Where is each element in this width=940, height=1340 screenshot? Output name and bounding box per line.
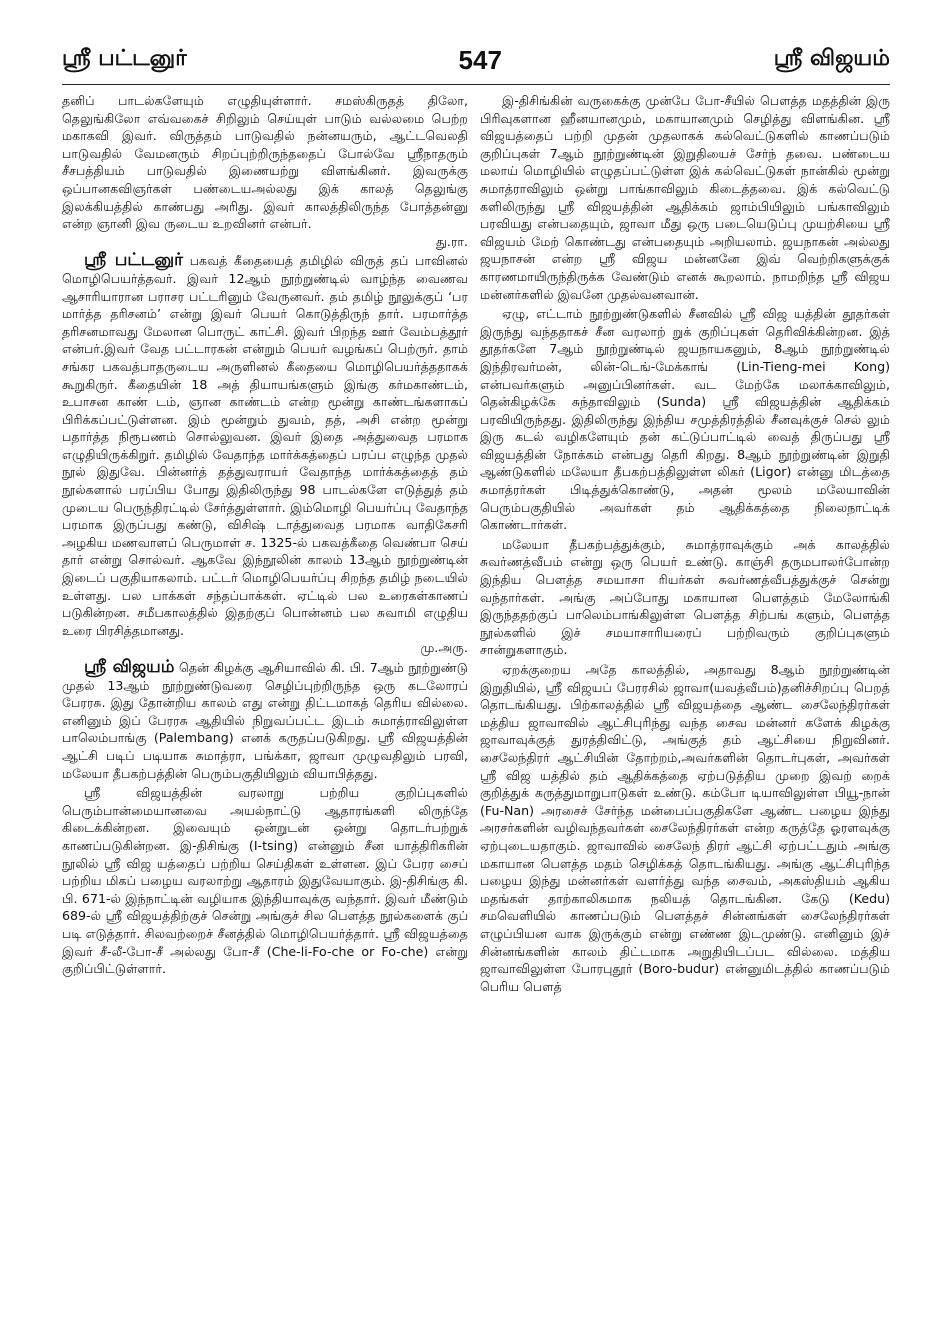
paragraph: ஏறக்குறைய அதே காலத்தில், அதாவது 8ஆம் நூற்றுண்டின் இறுதியில், ஸ்ரீ விஜயப் பேரரசில் ஜாவா(யவத்வீபம்)தனிச்சிறப்பு பெறத் தொடங்கியது. பிற்காலத்தில் ஸ்ரீ விஜயத்தை ஆண்ட சைலேந்திரர்கள் மத்திய ஜாவாவில் ஆட்சிபுரிந்து வந்த சைவ மன்னர் களேக் கிழக்கு ஜாவாவுக்குத் துரத்திவிட்டு, அங்குத் தம் ஆட்சியை நிறுவினர். சைலேந்திரர் ஆட்சியின் தோற்றம்,அவர்களின் தொடர்புகள், அவர்கள் ஸ்ரீ விஜ யத்தில் தம் ஆதிக்கத்தை ஏற்படுத்திய முறை இவற் றைக் குறித்துக் கருத்துமாறுபாடுகள் உண்டு. கம்போ டியாவிலுள்ள பியூ-நான் (Fu-Nan) அரசைச் சேர்ந்த மன்பைப்பகுதிகளே ஆண்ட பழைய இந்து அரசர்களின் வழிவந்தவர்கள் சைலேந்திரர்கள் என்ற கருத்தே ஓரளவுக்கு ஏற்புடையதாகும். ஜாவாவில் சைலேந் திரர் ஆட்சி ஏற்பட்டதும் அங்கு மகாயான பௌத்த மதம் செழிக்கத் தொடங்கியது. அங்கு ஆட்சிபுரிந்த பழைய இந்து மன்னர்கள் வளர்த்து வந்த சைவம், அகஸ்தியம் ஆகிய மதங்கள் தாற்காலிகமாக நலியத் தொடங்கின. கேடு (Kedu) சமவெளியில் காணப்படும் பௌத்தச் சின்னங்கள் சைலேந்திரர்கள் எழுப்பியன வாக இருக்கும் என்று எண்ண இடமுண்டு. எனினும் இச் சின்னங்களின் காலம் திட்டமாக அறுதியிடப்பட வில்லை. மத்திய ஜாவாவிலுள்ள போரபுதூர் (Boro-budur) என்னுமிடத்தில் காணப்படும் பெரிய பௌத் — [480, 662, 890, 994]
intro-paragraph — [62, 92, 468, 250]
paragraph: இ-திசிங்கின் வருகைக்கு முன்பே போ-சீயில் பௌத்த மதத்தின் இரு பிரிவுகளான ஹீனயானமும், மகாயானமும் செழித்து விளங்கின. ஸ்ரீ விஜயத்தைப் பற்றி முதன் முதலாகக் கல்வெட்டுகளில் காணப்படும் குறிப்புகள் 7ஆம் நூற்றுண்டின் இறுதியைச் சேர்ந் தவை. பண்டைய மலாய் மொழியில் எழுதப்பட்டுள்ள இக் கல்வெட்டுகள் நான்கில் மூன்று சுமாத்ராவிலும் ஒன்று பாங்காவிலும் கிடைத்தவை. இக் கல்வெட்டு களிலிருந்து ஸ்ரீ விஜயத்தின் ஆதிக்கம் ஜாம்பியிலும் பங்காவிலும் பரவியது என்பதையும், ஜாவா மீது ஒரு படையெடுப்பு முயற்சியை ஸ்ரீ விஜயம் மேற் கொண்டது என்பதையும் அறியலாம். ஜயநாகன் அல்லது ஜயநாசன் என்ற ஸ்ரீ விஜய மன்னனே இவ் வெற்றிகளுக்குக் காரணமாயிருந்திருக்க வேண்டும் எனக் கூறலாம். நாமறிந்த ஸ்ரீ விஜய மன்னர்களில் இவனே முதல்வனவான். — [480, 93, 890, 302]
entry-signature: மு.அரு. — [420, 640, 468, 656]
intro-text: தனிப் பாடல்களேயும் எழுதியுள்ளார். சமஸ்கிருதத் திலோ, தெலுங்கிலோ எவ்வகைச் சிறிலும் செய்யுள் பாடும் வல்லமை பெற்ற மகாகவி இவர். விருத்தம் பாடுவதில் நன்னயரும், ஆட்டவெலதி பாடுவதில் வேமனரும் சிறப்புற்றிருந்ததைப் போல்வே ஸ்ரீநாதரும் சீசபத்தியம் பாடுவதில் இணையற்று விளங்கினர். இவருக்கு ஒப்பானகவிஞர்கள் பண்டையஅல்லது இக் காலத் தெலுங்கு இலக்கியத்தில் காண்பது அரிது. இவர் காலத்திலிருந்த போத்தன்னு என்ற ஞானி இவ ருடைய உறவினர் என்பர். — [62, 93, 468, 232]
page-number: 547 — [458, 44, 502, 75]
entry-heading: ஸ்ரீ பட்டனுர் — [84, 250, 184, 271]
page-header — [62, 40, 890, 80]
paragraph: ஏழு, எட்டாம் நூற்றுண்டுகளில் சீனவில் ஸ்ரீ விஜ யத்தின் தூதர்கள் இருந்து வந்ததாகச் சீன வரலாற் றுக் குறிப்புகள் தெரிவிக்கின்றன. இத் தூதர்களே 7ஆம் நூற்றுண்டில் ஜயநாயகனும், 8ஆம் நூற்றுண்டில் இந்திரவர்மன், லின்-டெங்-மேக்காங் (Lin-Tieng-mei Kong) என்பவர்களும் அனுப்பினர்கள். வட மேற்கே மலாக்காவிலும், தென்கிழக்கே சுந்தாவிலும் (Sunda) ஸ்ரீ விஜயத்தின் ஆதிக்கம் பரவியிருந்தது. இதிலிருந்து இந்திய சமுத்திரத்தில் சீனவுக்குச் செல் லும் இரு கடல் வழிகளேயும் தன் கட்டுப்பாட்டில் வைத் திருப்பது ஸ்ரீ விஜயத்தின் நோக்கம் என்பது தெரி கிறது. 8ஆம் நூற்றுண்டின் இறுதி ஆண்டுகளில் மலேயா தீபகற்பத்திலுள்ள லிகர் (Ligor) என்னு மிடத்தை சுமாத்ரர்கள் பிடித்துக்கொண்டு, அதன் மூலம் மலேயாவின் பெரும்பகுதியில் அவர்கள் தம் ஆதிக்கத்தை நிலைநாட்டிக் கொண்டார்கள். — [480, 306, 890, 533]
left-column — [62, 92, 468, 1326]
entry-heading: ஸ்ரீ விஜயம் — [84, 657, 175, 677]
header-rule — [62, 84, 890, 85]
paragraph: ஸ்ரீ விஜயத்தின் வரலாறு பற்றிய குறிப்புகளில் பெரும்பான்மையானவை அயல்நாட்டு ஆதாரங்களி லிருந்தே கிடைக்கின்றன. இவையும் ஒன்றுடன் ஒன்று தொடர்பற்றுக் காணப்படுகின்றன. இ-திசிங்கு (I-tsing) என்னும் சீன யாத்திரிகரின் நூலில் ஸ்ரீ விஜ யத்தைப் பற்றிய செய்திகள் உள்ளன. இப் பேரர சைப் பற்றிய மிகப் பழைய வரலாற்று ஆதாரம் இதுவேயாகும். இ-திசிங்கு கி. பி. 671-ல் இந்நாட்டின் வழியாக இந்தியாவுக்கு வந்தார். இவர் மீண்டும் 689-ல் ஸ்ரீ விஜயத்திற்குச் சென்று அங்குச் சில பௌத்த நூல்களைக் குப் படி எடுத்தார். சிலவற்றைச் சீனத்தில் மொழிபெயர்த்தார். ஸ்ரீ விஜயத்தை இவர் சீ-லீ-போ-சீ அல்லது போ-சீ (Che-li-Fo-che or Fo-che) என்று குறிப்பிட்டுள்ளார். — [62, 785, 468, 977]
header-right-title: ஸ்ரீ விஜயம் — [773, 46, 890, 71]
two-column-body — [62, 92, 890, 1326]
entry-sri-pattanar — [62, 252, 468, 657]
entry-body: தென் கிழக்கு ஆசியாவில் கி. பி. 7ஆம் நூற்றுண்டு முதல் 13ஆம் நூற்றுண்டுவரை செழிப்புற்றிருந்த ஒரு கடலோரப் பேரரசு. இது தோன்றிய காலம் எது என்று திட்டமாகத் தெரிய வில்லை. எனினும் இப் பேரரசு ஆதியில் நிறுவப்பட்ட இடம் சுமாத்ராவிலுள்ள பாலெம்பாங்கு (Palembang) எனக் கருதப்படுகிறது. ஸ்ரீ விஜயத்தின் ஆட்சி படிப் படியாக சுமாத்ரா, பங்க்கா, ஜாவா முழுவதிலும் பரவி, மலேயா தீபகற்பத்தின் பெரும்பகுதியிலும் வியாபித்தது. — [62, 660, 468, 781]
header-left-title: ஸ்ரீ பட்டனுர் — [62, 46, 187, 71]
right-column — [480, 92, 890, 1326]
intro-signature: து.ரா. — [435, 233, 468, 249]
entry-body: பகவத் கீதையைத் தமிழில் விருத் தப் பாவினல் மொழிபெயர்த்தவர். இவர் 12ஆம் நூற்றுண்டில் வாழ்ந்த வைணவ ஆசாரியாரான பராசர பட்டரினும் வேருனவர். தம் தமிழ் நூலுக்குப் ‘பர மார்த்த தரிசனம்’ என்று இவர் பெயர் கொடுத்திருந் தார். பரமார்த்த தரிசனமாவது மேலான பொருட் காட்சி. இவர் பிறந்த ஊர் வேம்பத்தூர் என்பர்.இவர் வேத பட்டாரகன் என்றும் பெயர் வழங்கப் பெற்ருர். தாம் சங்கர பகவத்பாதருடைய அருளினல் கீதையை மொழிபெயர்த்ததாகக் கூறுகிருர். கீதையின் 18 அத் தியாயங்களும் இங்கு கர்மகாண்டம், உபாசன காண் டம், ஞான காண்டம் என்ற மூன்று காண்டங்களாகப் பிரிக்கப்பட்டுள்ளன. இம் மூன்றும் துவம், தத், அசி என்ற மூன்று பதார்த்த நிரூபணம் சொல்லுவன. இவர் இதை அத்துவைத பரமாக எழுதியிருக்கிறுர். தமிழில் வேதாந்த மார்க்கத்தைப் பரப்ப எழுந்த முதல் நூல் இதுவே. பின்னர்த் தத்துவராயர் வேதாந்த மார்க்கத்தைத் தம் நூல்களால் பரப்பிய போது இதிலிருந்து 98 பாடல்களே எடுத்துத் தம் முடைய பெருந்திரட்டில் சேர்த்துள்ளார். இம்மொழி பெயர்ப்பு வேதாந்த பரமாக இருப்பது கண்டு, விசிஷ் டாத்துவைத பரமாக வாதிகேசரி அழகிய மணவாளப் பெருமாள் ச. 1325-ல் பகவத்கீதை வெண்பா செய் தார் என்று சொல்வர். ஆகவே இந்நூலின் காலம் 13ஆம் நூற்றுண்டின் இடைப் பகுதியாகலாம். பட்டர் மொழிபெயர்ப்பு சிறந்த தமிழ் நடையில் உள்ளது. பல பாக்கள் சந்தப்பாக்கள். ஏட்டில் பல உரைகள்காணப் படுகின்றன. சமீபகாலத்தில் இதற்குப் பொன்னம் பல சுவாமி எழுதிய உரை பிரசித்தமானது. — [62, 253, 468, 638]
entry-sri-vijayam — [62, 659, 468, 782]
paragraph: மலேயா தீபகற்பத்துக்கும், சுமாத்ராவுக்கும் அக் காலத்தில் சுவர்ணத்வீபம் என்று ஒரு பெயர் உண்டு. காஞ்சி தருமபாலர்போன்ற இந்திய பௌத்த சமயாசா ரியர்கள் சுவர்ணத்வீபத்துக்குச் சென்று வந்தார்கள். அங்கு அப்போது மகாயான பௌத்தம் மேலோங்கி இருந்ததற்குப் பாலெம்பாங்கிலுள்ள பௌத்த சிற்பங் களும், பௌத்த நூல்களில் இச் சமயாசாரியரைப் பற்றிவரும் குறிப்புகளும் சான்றுகளாகும். — [480, 536, 890, 658]
